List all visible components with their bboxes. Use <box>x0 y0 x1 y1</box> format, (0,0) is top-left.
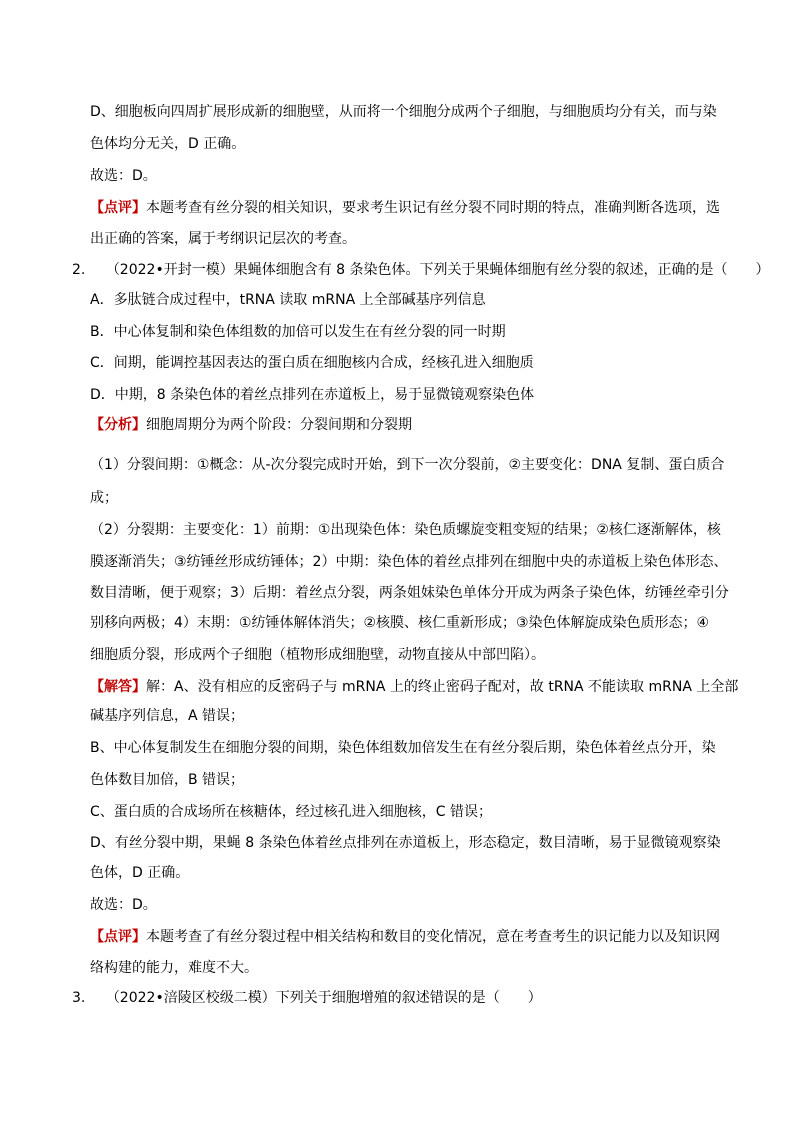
analysis-line: 成； <box>90 490 118 506</box>
solution-line: 色体数目加倍，B 错误； <box>90 772 245 788</box>
analysis-tag: 【分析】 <box>90 417 146 433</box>
q2-analysis-head <box>90 415 412 435</box>
question-number: 2. <box>72 262 86 278</box>
q2-option-c: C．间期，能调控基因表达的蛋白质在细胞核内合成，经核孔进入细胞质 <box>90 355 534 371</box>
q1-comment-line2: 出正确的答案，属于考纲识记层次的考查。 <box>90 231 356 247</box>
solution-line: D、有丝分裂中期，果蝇 8 条染色体着丝点排列在赤道板上，形态稳定，数目清晰，易于显微镜观察染 <box>90 835 721 851</box>
analysis-line: 膜逐渐消失；③纺锤丝形成纺锤体；2）中期：染色体的着丝点排列在细胞中央的赤道板上染色体形态、 <box>90 554 728 570</box>
q2-comment-line2: 络构建的能力，难度不大。 <box>90 960 258 976</box>
solution-line: 碱基序列信息，A 错误； <box>90 708 245 724</box>
comment-text: 本题考查了有丝分裂过程中相关结构和数目的变化情况，意在考查考生的识记能力以及知识网 <box>146 929 720 945</box>
q2-solution-line1 <box>90 677 738 697</box>
q2-option-a: A．多肽链合成过程中，tRNA 读取 mRNA 上全部碱基序列信息 <box>90 292 486 308</box>
question-stem: （2022•涪陵区校级二模）下列关于细胞增殖的叙述错误的是（ ） <box>105 990 542 1006</box>
q3-stem-row <box>72 988 542 1008</box>
solution-text: 解：A、没有相应的反密码子与 mRNA 上的终止密码子配对，故 tRNA 不能读取 mRNA 上全部 <box>146 679 739 695</box>
comment-tag: 【点评】 <box>90 929 146 945</box>
question-number: 3. <box>72 990 86 1006</box>
solution-line: B、中心体复制发生在细胞分裂的间期，染色体组数加倍发生在有丝分裂后期，染色体着丝点分开，染 <box>90 740 716 756</box>
q2-comment-line1 <box>90 927 720 947</box>
solution-line: 色体，D 正确。 <box>90 865 190 881</box>
q2-option-b: B．中心体复制和染色体组数的加倍可以发生在有丝分裂的同一时期 <box>90 324 506 340</box>
q1-answer: 故选：D。 <box>90 168 157 184</box>
comment-text: 本题考查有丝分裂的相关知识，要求考生识记有丝分裂不同时期的特点，准确判断各选项，选 <box>146 200 720 216</box>
analysis-line: （1）分裂间期：①概念：从-次分裂完成时开始，到下一次分裂前，②主要变化：DNA 复制、蛋白质合 <box>90 457 725 473</box>
q1-option-d-line2: 色体均分无关，D 正确。 <box>90 136 246 152</box>
comment-tag: 【点评】 <box>90 200 146 216</box>
analysis-line: 细胞质分裂，形成两个子细胞（植物形成细胞壁，动物直接从中部凹陷）。 <box>90 647 545 663</box>
q2-option-d: D．中期，8 条染色体的着丝点排列在赤道板上，易于显微镜观察染色体 <box>90 387 535 403</box>
analysis-line: （2）分裂期：主要变化：1）前期：①出现染色体：染色质螺旋变粗变短的结果；②核仁逐渐解体，核 <box>90 522 721 538</box>
q2-stem-row <box>72 260 770 280</box>
q1-comment-line1 <box>90 198 720 218</box>
solution-line: C、蛋白质的合成场所在核糖体，经过核孔进入细胞核，C 错误； <box>90 804 492 820</box>
q2-answer: 故选：D。 <box>90 897 157 913</box>
analysis-line: 数目清晰，便于观察；3）后期：着丝点分裂，两条姐妹染色单体分开成为两条子染色体，纺锤丝牵引分 <box>90 585 729 601</box>
solution-tag: 【解答】 <box>90 679 146 695</box>
question-stem: （2022•开封一模）果蝇体细胞含有 8 条染色体。下列关于果蝇体细胞有丝分裂的叙述，正确的是（ ） <box>105 262 770 278</box>
analysis-head-text: 细胞周期分为两个阶段：分裂间期和分裂期 <box>146 417 412 433</box>
analysis-line: 别移向两极；4）末期：①纺锤体解体消失；②核膜、核仁重新形成；③染色体解旋成染色质形态；④ <box>90 615 710 631</box>
q1-option-d-line1: D、细胞板向四周扩展形成新的细胞壁，从而将一个细胞分成两个子细胞，与细胞质均分有关，而与染 <box>90 104 717 120</box>
